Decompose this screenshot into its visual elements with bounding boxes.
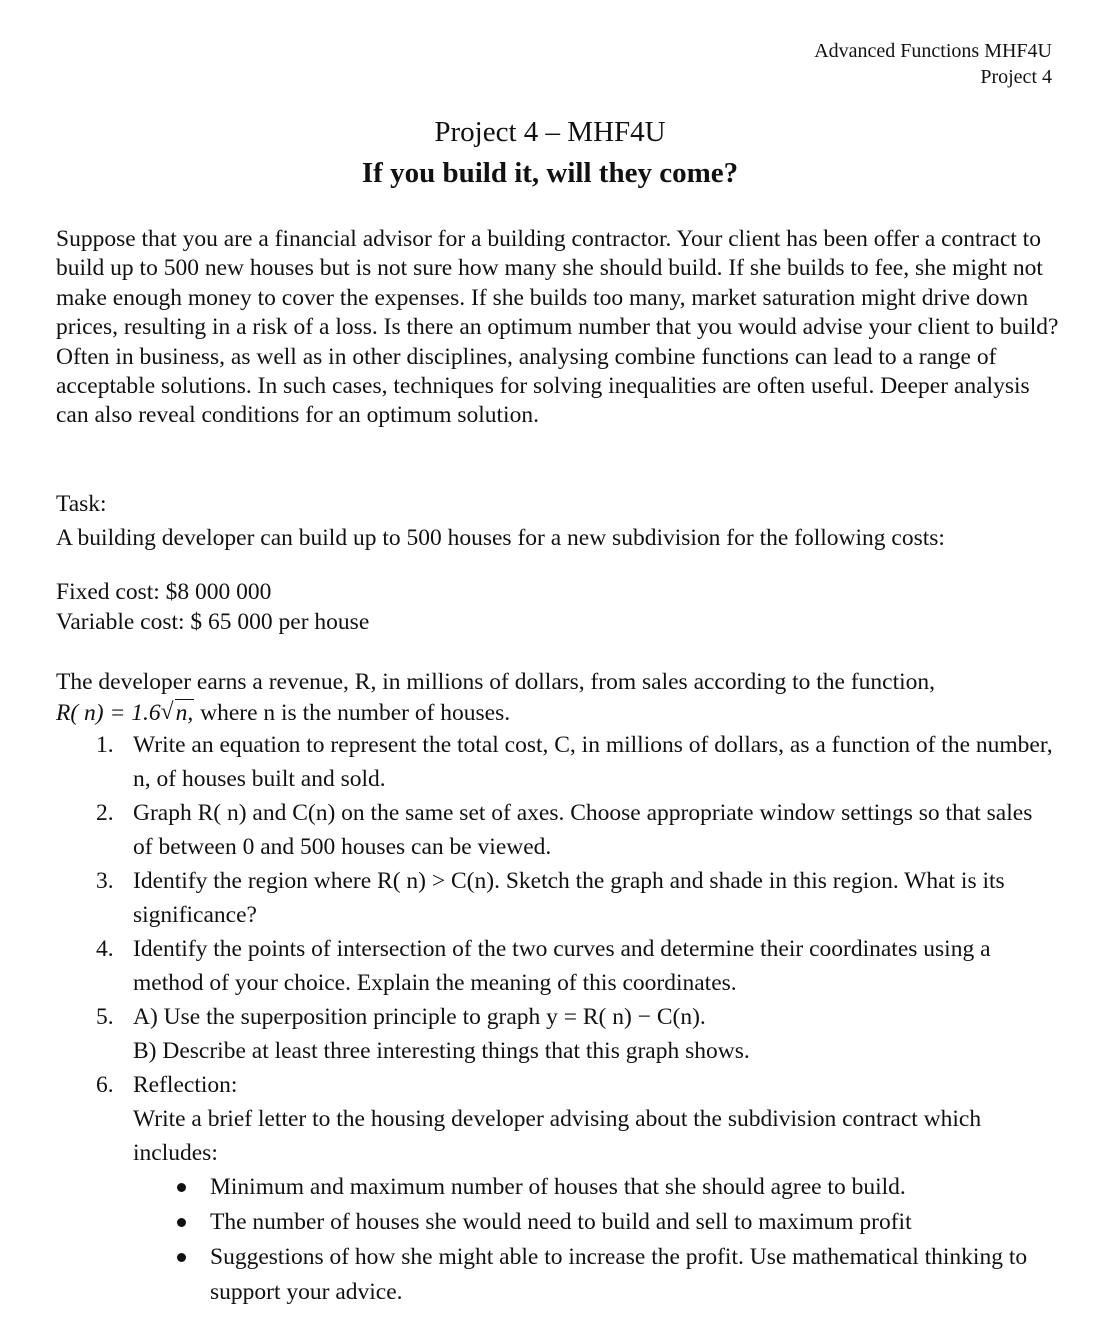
revenue-function-line — [56, 698, 1066, 729]
question-item — [96, 932, 1056, 1000]
document-subtitle: If you build it, will they come? — [361, 157, 739, 189]
revenue-function-tail: where n is the number of houses. — [194, 700, 511, 726]
bullet-text: Minimum and maximum number of houses that she should agree to build. — [210, 1174, 906, 1200]
document-title: Project 4 – MHF4U — [434, 116, 666, 148]
intro-paragraph-2: Often in business, as well as in other disciplines, analysing combine functions can lead to a range of acceptable solutions. In such cases, techniques for solving inequalities are often useful. Deeper analysis can also reveal conditions for an optimum solution. — [56, 343, 1030, 429]
question-item — [96, 796, 1056, 864]
bullet-text: The number of houses she would need to build and sell to maximum profit — [210, 1209, 912, 1235]
fixed-cost: Fixed cost: $8 000 000 — [56, 579, 272, 605]
question-text-b: B) Describe at least three interesting things that this graph shows. — [133, 1038, 750, 1064]
question-item — [96, 728, 1056, 796]
question-number: 4. — [96, 936, 114, 962]
page-header — [814, 38, 1052, 90]
bullet-item — [171, 1170, 1056, 1205]
course-name: Advanced Functions MHF4U — [814, 40, 1052, 62]
question-list — [96, 728, 1056, 1310]
bullet-text: Suggestions of how she might able to increase the profit. Use mathematical thinking to support your advice. — [210, 1244, 1028, 1305]
radical-sign: √ — [160, 699, 174, 725]
bullet-item — [171, 1240, 1056, 1310]
intro-paragraph-1: Suppose that you are a financial advisor for a building contractor. Your client has been offer a contract to build up to 500 new houses but is not sure how many she should build. If she builds to fee, she might not make enough money to cover the expenses. If she builds too many, market saturation might drive down prices, resulting in a risk of a loss. Is there an optimum number that you would advise your client to build? — [56, 226, 1059, 341]
question-text: Reflection: — [133, 1072, 238, 1098]
revenue-section — [56, 667, 1066, 729]
task-description: A building developer can build up to 500 houses for a new subdivision for the following costs: — [56, 525, 945, 551]
question-number: 6. — [96, 1072, 114, 1098]
variable-cost: Variable cost: $ 65 000 per house — [56, 608, 370, 635]
question-text: Identify the region where R( n) > C(n). Sketch the graph and shade in this region. What is its significance? — [133, 868, 1005, 928]
intro-section — [56, 225, 1066, 431]
project-label: Project 4 — [980, 66, 1052, 88]
question-item — [96, 1068, 1056, 1310]
question-number: 3. — [96, 868, 114, 894]
cost-list — [56, 578, 369, 637]
question-text: A) Use the superposition principle to graph y = R( n) − C(n). — [133, 1004, 706, 1030]
question-text-b: Write a brief letter to the housing developer advising about the subdivision contract which includes: — [133, 1106, 982, 1166]
bullet-icon — [177, 1218, 186, 1227]
question-item — [96, 1000, 1056, 1068]
square-root — [161, 698, 195, 729]
task-label: Task: — [56, 491, 107, 517]
bullet-icon — [177, 1253, 186, 1262]
question-item — [96, 864, 1056, 932]
reflection-bullets — [133, 1170, 1056, 1310]
question-text: Graph R( n) and C(n) on the same set of axes. Choose appropriate window settings so that sales of between 0 and 500 houses can be viewed. — [133, 800, 1033, 860]
radicand: n, — [175, 700, 194, 726]
question-text: Write an equation to represent the total cost, C, in millions of dollars, as a function of the number, n, of houses built and sold. — [133, 732, 1053, 792]
question-number: 5. — [96, 1004, 114, 1030]
question-number: 2. — [96, 800, 114, 826]
bullet-item — [171, 1205, 1056, 1240]
revenue-function: R( n) = 1.6 — [56, 700, 161, 726]
question-text: Identify the points of intersection of the two curves and determine their coordinates using a method of your choice. Explain the meaning of this coordinates. — [133, 936, 991, 996]
question-number: 1. — [96, 732, 114, 758]
bullet-icon — [177, 1183, 186, 1192]
revenue-intro: The developer earns a revenue, R, in millions of dollars, from sales according to the function, — [56, 669, 936, 695]
